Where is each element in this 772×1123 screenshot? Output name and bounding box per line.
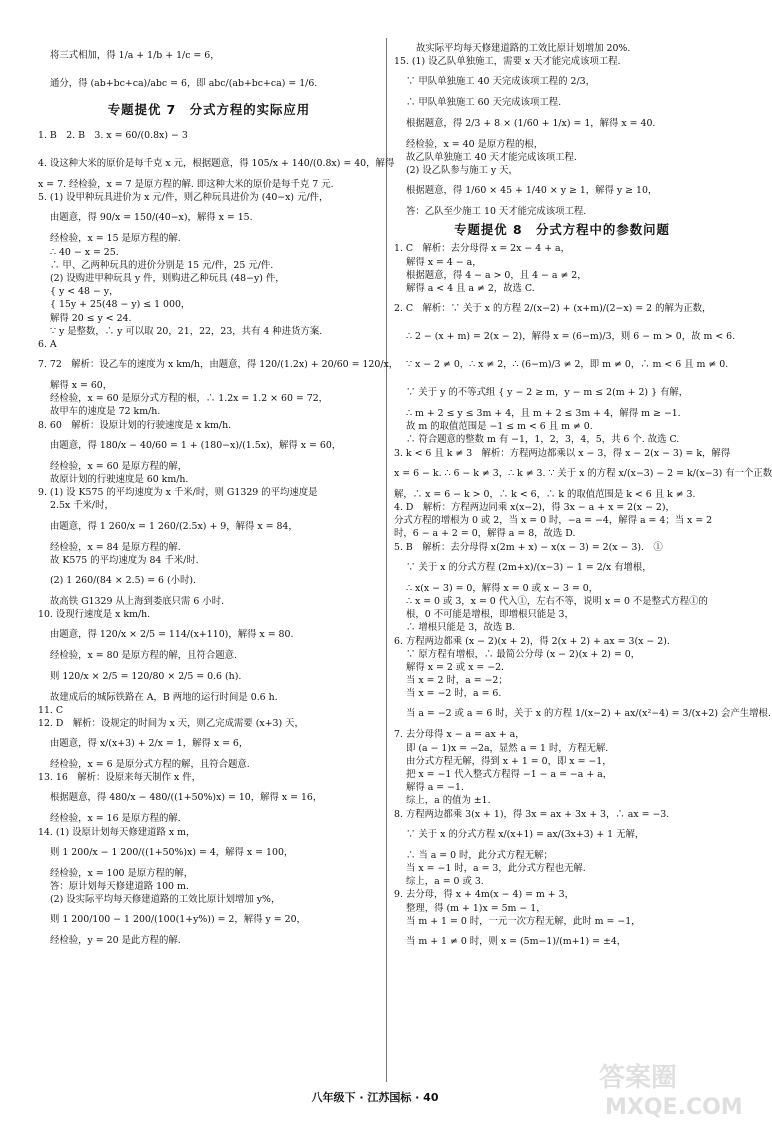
text-line: 经检验，x = 40 是原方程的根， xyxy=(406,138,544,150)
text-line: 故原计划的行驶速度是 60 km/h. xyxy=(50,474,189,485)
text-line: 通分，得 (ab+bc+ca)/abc = 6，即 abc/(ab+bc+ca) = 1/6. xyxy=(50,78,318,89)
text-line: 当 m + 1 = 0 时，一元一次方程无解，此时 m = −1， xyxy=(406,915,641,927)
text-line: 根据题意，得 1/60 × 45 + 1/40 × y ≥ 1，解得 y ≥ 10， xyxy=(406,185,658,197)
text-line: ∴ 当 a = 0 时，此分式方程无解； xyxy=(406,849,553,861)
text-line: 经检验，x = 80 是原方程的解，且符合题意. xyxy=(50,650,237,662)
text-line: 把 x = −1 代入整式方程得 −1 − a = −a + a， xyxy=(406,769,613,780)
text-line: 12. D 解析：设规定的时间为 x 天，则乙完成需要 (x+3) 天， xyxy=(38,717,304,729)
text-line: 解，∴ x = 6 − k > 0，∴ k < 6，∴ k 的取值范围是 k < 6 且 k ≠ 3. xyxy=(394,488,696,500)
column-divider xyxy=(386,38,387,1082)
page-footer: 八年级下 · 江苏国标 · 40 xyxy=(311,1091,439,1104)
text-line: 综上，a = 0 或 3. xyxy=(406,876,484,888)
text-line: 由题意，得 1 260/x = 1 260/(2.5x) + 9，解得 x = 84， xyxy=(50,520,298,532)
text-line: 2.5x 千米/时， xyxy=(50,500,114,512)
text-line: 10. 设现行速度是 x km/h. xyxy=(38,609,151,621)
text-line: ∵ y 是整数，∴ y 可以取 20，21，22，23，共有 4 种进货方案. xyxy=(50,325,323,337)
text-line: 经检验，y = 20 是此方程的解. xyxy=(50,935,181,947)
text-line: 当 a = −2 或 a = 6 时，关于 x 的方程 1/(x−2) + ax/(x²−4) = 3/(x+2) 会产生增根. xyxy=(406,708,771,720)
svg-text:MXQE.COM: MXQE.COM xyxy=(605,1095,743,1120)
text-line: ∴ 增根只能是 3，故选 B. xyxy=(406,622,516,634)
text-line: (2) 设乙队参与施工 y 天， xyxy=(406,164,518,176)
text-line: 故乙队单独施工 40 天才能完成该项工程. xyxy=(406,151,577,163)
left-column xyxy=(38,42,399,948)
text-line: 13. 16 解析：设原来每天制作 x 件， xyxy=(38,772,201,784)
text-line: 由题意，得 120/x × 2/5 = 114/(x+110)，解得 x = 80. xyxy=(50,629,294,641)
text-line: 8. 60 解析：设原计划的行驶速度是 x km/h. xyxy=(38,419,232,431)
section-title: 专题提优 7 分式方程的实际应用 xyxy=(107,102,311,117)
text-line: 解得 a = −1. xyxy=(406,782,464,794)
text-line: 由题意，得 180/x − 40/60 = 1 + (180−x)/(1.5x)，解得 x = 60， xyxy=(50,439,342,451)
text-line: ∵ 关于 x 的分式方程 (2m+x)/(x−3) − 1 = 2/x 有增根， xyxy=(406,561,652,573)
text-line: 经检验，x = 60 是原分式方程的根，∴ 1.2x = 1.2 × 60 = 72， xyxy=(50,393,329,405)
text-line: 1. C 解析：去分母得 x = 2x − 4 + a， xyxy=(394,243,570,255)
text-line: 经检验，x = 60 是原方程的解， xyxy=(50,460,188,472)
text-line: 故高铁 G1329 从上海到娄底只需 6 小时. xyxy=(50,595,225,607)
text-line: 解得 x = 2 或 x = −2. xyxy=(406,661,505,673)
text-line: 将三式相加，得 1/a + 1/b + 1/c = 6， xyxy=(50,50,220,61)
text-line: 经检验，x = 16 是原方程的解. xyxy=(50,813,181,825)
text-line: 综上，a 的值为 ±1. xyxy=(406,795,491,807)
text-line: 答：原计划每天修建道路 100 m. xyxy=(50,881,189,892)
text-line: 6. 方程两边都乘 (x − 2)(x + 2)，得 2(x + 2) + ax = 3(x − 2). xyxy=(394,635,670,647)
section-title: 专题提优 8 分式方程中的参数问题 xyxy=(454,222,670,238)
text-line: 1. B 2. B 3. x = 60/(0.8x) − 3 xyxy=(38,130,188,141)
text-line: 5. (1) 设甲种玩具进价为 x 元/件，则乙种玩具进价为 (40−x) 元/件， xyxy=(38,192,329,204)
text-line: 根，0 不可能是增根，即增根只能是 3， xyxy=(406,609,574,621)
text-line: 则 1 200/100 − 1 200/(100(1+y%)) = 2，解得 y = 20， xyxy=(50,914,306,926)
text-line: x = 6 − k. ∴ 6 − k ≠ 3，∴ k ≠ 3. ∵ 关于 x 的方程 x/(x−3) − 2 = k/(x−3) 有一个正数 xyxy=(394,467,772,479)
text-line: 解得 x = 4 − a， xyxy=(406,256,482,268)
text-line: x = 7. 经检验，x = 7 是原方程的解. 即这种大米的原价是每千克 7 元. xyxy=(38,179,334,190)
text-line: ∵ 原方程有增根，∴ 最简公分母 (x − 2)(x + 2) = 0， xyxy=(406,648,641,660)
text-line: ∴ x(x − 3) = 0，解得 x = 0 或 x − 3 = 0， xyxy=(406,582,599,594)
text-line: 当 m + 1 ≠ 0 时，则 x = (5m−1)/(m+1) = ±4， xyxy=(406,935,627,947)
text-line: ∵ 甲队单独施工 40 天完成该项工程的 2/3， xyxy=(406,76,595,88)
text-line: 3. k < 6 且 k ≠ 3 解析：方程两边都乘以 x − 3，得 x − 2(x − 3) = k，解得 xyxy=(394,447,731,459)
text-line: 由题意，得 x/(x+3) + 2/x = 1，解得 x = 6， xyxy=(50,738,249,750)
text-line: 分式方程的增根为 0 或 2，当 x = 0 时，−a = −4，解得 a = 4；当 x = 2 xyxy=(394,515,713,527)
text-line: 6. A xyxy=(38,338,57,350)
text-line: 15. (1) 设乙队单独施工，需要 x 天才能完成该项工程. xyxy=(394,56,621,68)
text-line: 故 K575 的平均速度为 84 千米/时. xyxy=(50,554,199,566)
text-line: 经检验，x = 15 是原方程的解. xyxy=(50,233,181,245)
text-line: 4. 设这种大米的原价是每千克 x 元，根据题意，得 105/x + 140/(0.8x) = 40，解得 xyxy=(38,158,395,169)
text-line: 根据题意，得 480/x − 480/((1+50%)x) = 10，解得 x = 16， xyxy=(50,792,323,804)
svg-text:答案圈: 答案圈 xyxy=(599,1063,678,1093)
text-line: ∵ 关于 x 的分式方程 x/(x+1) = ax/(3x+3) + 1 无解， xyxy=(406,828,645,840)
text-line: { 15y + 25(48 − y) ≤ 1 000， xyxy=(50,299,191,311)
text-line: 则 1 200/x − 1 200/((1+50%)x) = 4，解得 x = 100， xyxy=(50,846,294,858)
text-line: 答：乙队至少施工 10 天才能完成该项工程. xyxy=(406,206,587,218)
right-column xyxy=(394,42,772,956)
text-line: 根据题意，得 2/3 + 8 × (1/60 + 1/x) = 1，解得 x = 40. xyxy=(406,117,656,129)
text-line: ∵ x − 2 ≠ 0，∴ x ≠ 2，∴ (6−m)/3 ≠ 2，即 m ≠ 0，∴ m < 6 且 m ≠ 0. xyxy=(406,359,729,371)
text-line: ∵ 关于 y 的不等式组 { y − 2 ≥ m，y − m ≤ 2(m + 2) } 有解， xyxy=(406,387,689,399)
watermark-logo-icon xyxy=(595,1058,745,1120)
text-line: 解得 x = 60， xyxy=(50,380,113,392)
text-line: 即 (a − 1)x = −2a，显然 a = 1 时，方程无解. xyxy=(406,742,609,754)
text-line: 7. 去分母得 x − a = ax + a， xyxy=(394,729,525,741)
text-line: 故甲车的速度是 72 km/h. xyxy=(50,406,161,418)
text-line: 由分式方程无解，得到 x + 1 = 0，即 x = −1， xyxy=(406,755,612,767)
text-line: 8. 方程两边都乘 3(x + 1)，得 3x = ax + 3x + 3，∴ ax = −3. xyxy=(394,808,670,820)
text-line: 经检验，x = 84 是原方程的解. xyxy=(50,541,181,553)
text-line: (2) 设购进甲种玩具 y 件，则购进乙种玩具 (48−y) 件， xyxy=(50,272,285,284)
text-line: { y < 48 − y， xyxy=(50,286,119,298)
text-line: ∴ m + 2 ≤ y ≤ 3m + 4，且 m + 2 ≤ 3m + 4，解得 m ≥ −1. xyxy=(406,408,681,420)
text-line: ∴ 甲、乙两种玩具的进价分别是 15 元/件，25 元/件. xyxy=(50,259,274,271)
text-line: 时，6 − a + 2 = 0，解得 a = 8，故选 D. xyxy=(394,528,576,540)
text-line: 故建成后的城际铁路在 A，B 两地的运行时间是 0.6 h. xyxy=(50,691,278,703)
text-line: 9. (1) 设 K575 的平均速度为 x 千米/时，则 G1329 的平均速度是 xyxy=(38,487,318,499)
text-line: 由题意，得 90/x = 150/(40−x)，解得 x = 15. xyxy=(50,212,253,224)
text-line: 9. 去分母，得 x + 4m(x − 4) = m + 3， xyxy=(394,889,574,901)
text-line: 14. (1) 设原计划每天修建道路 x m， xyxy=(38,826,196,838)
text-line: 整理，得 (m + 1)x = 5m − 1， xyxy=(406,902,546,914)
text-line: 11. C xyxy=(38,704,64,716)
text-line: 当 x = −2 时，a = 6. xyxy=(406,688,502,700)
text-line: 经检验，x = 6 是原分式方程的解，且符合题意. xyxy=(50,759,250,771)
text-line: 7. 72 解析：设乙车的速度为 x km/h，由题意，得 120/(1.2x) + 20/60 = 120/x， xyxy=(38,359,399,371)
text-line: 当 x = 2 时，a = −2； xyxy=(406,675,508,687)
text-line: (2) 设实际平均每天修建道路的工效比原计划增加 y%， xyxy=(50,894,281,906)
text-line: (2) 1 260/(84 × 2.5) = 6 (小时). xyxy=(50,574,197,586)
text-line: 解得 a < 4 且 a ≠ 2，故选 C. xyxy=(406,282,535,294)
text-line: 4. D 解析：方程两边同乘 x(x−2)，得 3x − a + x = 2(x − 2)， xyxy=(394,502,675,513)
text-line: 5. B 解析：去分母得 x(2m + x) − x(x − 3) = 2(x − 3). ① xyxy=(394,541,663,553)
text-line: ∴ 40 − x = 25. xyxy=(50,246,119,258)
text-line: ∴ 2 − (x + m) = 2(x − 2)，解得 x = (6−m)/3，则 6 − m > 0，故 m < 6. xyxy=(406,331,736,343)
text-line: ∴ x = 0 或 3，x = 0 代入①，左右不等，说明 x = 0 不是整式方程①的 xyxy=(406,595,708,607)
text-line: 则 120/x × 2/5 = 120/80 × 2/5 = 0.6 (h). xyxy=(50,670,242,682)
text-line: 经检验，x = 100 是原方程的解， xyxy=(50,867,194,879)
text-line: 故实际平均每天修建道路的工效比原计划增加 20%. xyxy=(416,43,631,54)
text-line: 2. C 解析：∵ 关于 x 的方程 2/(x−2) + (x+m)/(2−x) = 2 的解为正数， xyxy=(394,303,712,315)
text-line: 根据题意，得 4 − a > 0，且 4 − a ≠ 2， xyxy=(406,269,587,281)
text-line: 解得 20 ≤ y < 24. xyxy=(50,312,132,324)
text-line: 当 x = −1 时，a = 3，此分式方程也无解. xyxy=(406,862,586,874)
text-line: 故 m 的取值范围是 −1 ≤ m < 6 且 m ≠ 0. xyxy=(406,421,593,433)
text-line: ∴ 甲队单独施工 60 天完成该项工程. xyxy=(406,97,562,109)
text-line: ∴ 符合题意的整数 m 有 −1，1，2，3，4，5，共 6 个. 故选 C. xyxy=(406,434,680,446)
